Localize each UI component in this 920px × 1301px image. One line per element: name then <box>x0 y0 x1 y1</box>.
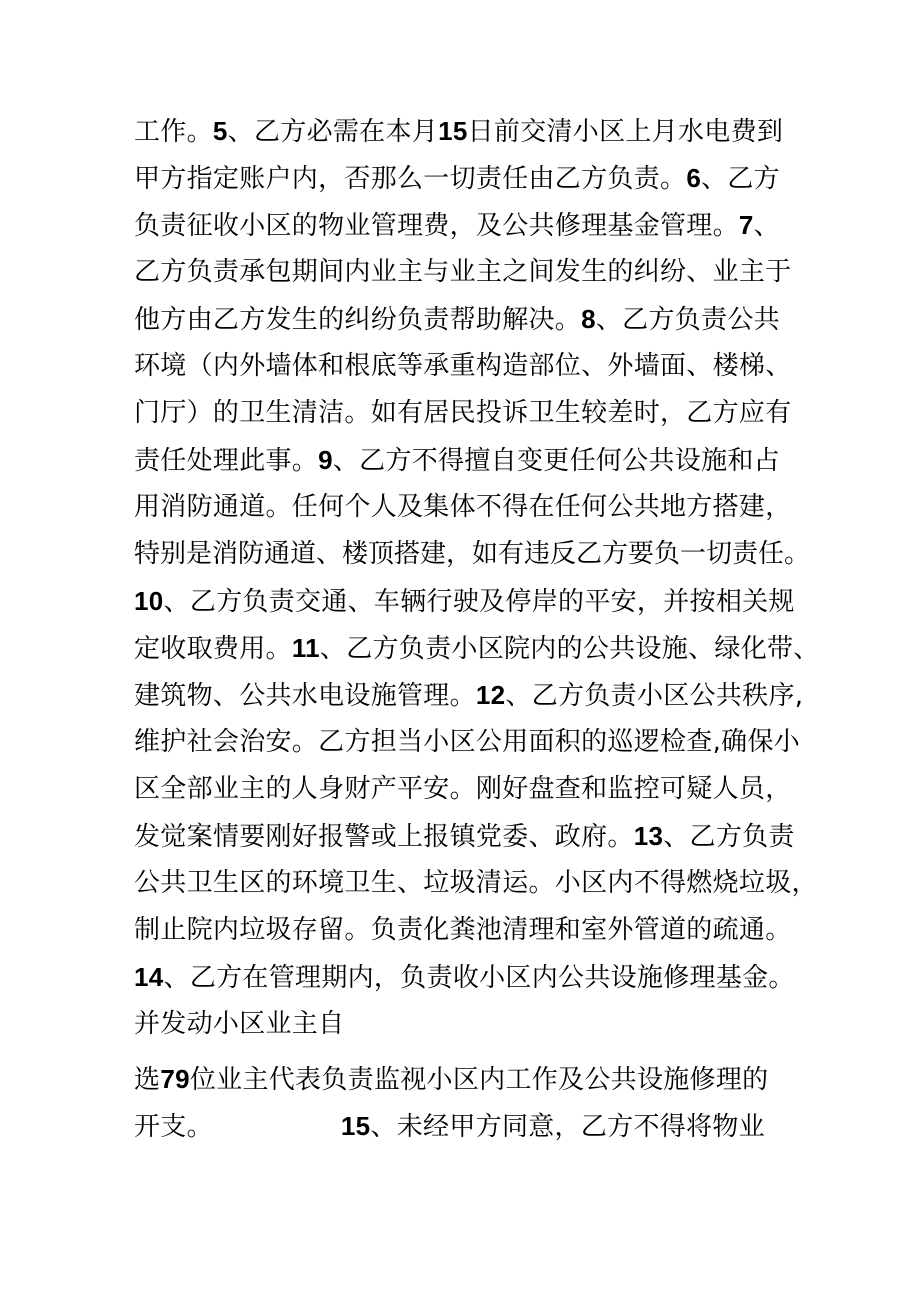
text-line: 维护社会治安。乙方担当小区公用面积的巡逻检查,确保小 <box>134 727 801 757</box>
text-line: 乙方负责承包期间内业主与业主之间发生的纠纷、业主于 <box>134 257 792 287</box>
text-line: 环境（内外墙体和根底等承重构造部位、外墙面、楼梯、 <box>134 351 792 381</box>
text-line: 选79位业主代表负责监视小区内工作及公共设施修理的 <box>134 1064 769 1095</box>
text-line: 10、乙方负责交通、车辆行驶及停岸的平安，并按相关规 <box>134 586 795 617</box>
text-line: 14、乙方在管理期内，负责收小区内公共设施修理基金。 <box>134 962 795 993</box>
text-line: 用消防通道。任何个人及集体不得在任何公共地方搭建， <box>134 492 792 522</box>
text-line: 他方由乙方发生的纠纷负责帮助解决。8、乙方负责公共 <box>134 304 780 335</box>
text-line: 负责征收小区的物业管理费，及公共修理基金管理。7、 <box>134 210 780 241</box>
text-line: 定收取费用。11、乙方负责小区院内的公共设施、绿化带、 <box>134 633 820 664</box>
text-line: 特别是消防通道、楼顶搭建，如有违反乙方要负一切责任。 <box>134 539 811 569</box>
text-line: 区全部业主的人身财产平安。刚好盘查和监控可疑人员， <box>134 774 792 804</box>
text-line: 门厅）的卫生清洁。如有居民投诉卫生较差时，乙方应有 <box>134 398 792 428</box>
text-line: 开支。 15、未经甲方同意，乙方不得将物业 <box>134 1111 765 1142</box>
text-line: 并发动小区业主自 <box>134 1009 345 1039</box>
text-line: 责任处理此事。9、乙方不得擅自变更任何公共设施和占 <box>134 445 780 476</box>
text-line: 甲方指定账户内，否那么一切责任由乙方负责。6、乙方 <box>134 163 780 194</box>
text-line: 发觉案情要刚好报警或上报镇党委、政府。13、乙方负责 <box>134 821 795 852</box>
text-line: 公共卫生区的环境卫生、垃圾清运。小区内不得燃烧垃圾， <box>134 868 818 898</box>
text-line: 建筑物、公共水电设施管理。12、乙方负责小区公共秩序, <box>134 680 804 711</box>
text-line: 工作。5、乙方必需在本月15日前交清小区上月水电费到 <box>134 116 784 147</box>
text-line: 制止院内垃圾存留。负责化粪池清理和室外管道的疏通。 <box>134 915 792 945</box>
